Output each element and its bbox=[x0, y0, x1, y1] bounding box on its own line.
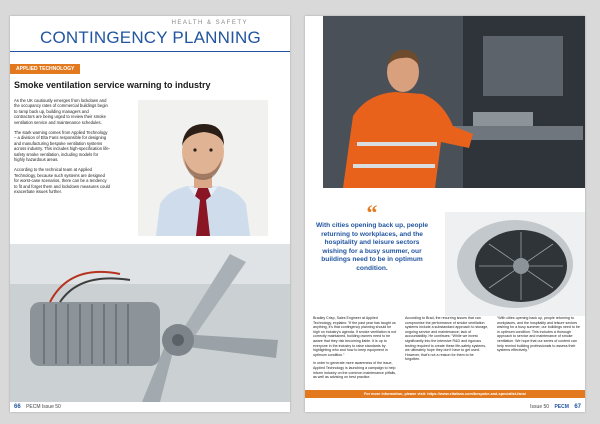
paragraph: According to Brad, the recurring issues that can compromise the performance of smoke ventilation systems include a substandard approach to storage, ongoing service and maintenance; lack of accountability. He continues: “While we invest significantly into the intensive R&D and rigorous testing required to create these life-safety systems, we ultimately hope they don’t have to get used. However, that’s not a reason for them to be forgotten. bbox=[405, 316, 489, 362]
more-info-bar: For more information, please visit: https://www.eltafans.com/bespoke-and-specialist-fans/ bbox=[305, 390, 585, 398]
paragraph: As the UK cautiously emerges from lockdown and the occupancy rates of commercial buildings begin to ramp back up, building managers and contractors are being urged to review their smoke ventilation service and maintenance schedules. bbox=[14, 98, 108, 125]
section-label: HEALTH & SAFETY bbox=[171, 20, 248, 26]
company-tag: APPLIED TECHNOLOGY bbox=[10, 64, 80, 74]
fan-illustration bbox=[10, 244, 290, 402]
page-number: 67 bbox=[574, 404, 581, 410]
page-number: 66 bbox=[14, 404, 21, 410]
title-rule bbox=[10, 51, 290, 52]
body-column-3 bbox=[497, 316, 581, 357]
paragraph: According to the technical team at Applied Technology, because such systems are designed for worst-case scenarios, there can be a tendency to fit and forget them and lockdown measures could exacerbate issues further. bbox=[14, 167, 110, 195]
magazine-brand: PECM bbox=[26, 404, 41, 410]
page-title: CONTINGENCY PLANNING bbox=[40, 28, 261, 47]
issue-number: Issue 50 bbox=[41, 404, 61, 410]
paragraph: The stark warning comes from Applied Technology – a division of Elta Fans responsible for designing and manufacturing bespoke ventilation systems across industry. This includes high-specification life-safety smoke ventilation, including models for highly hazardous areas. bbox=[14, 130, 110, 163]
duct-fan-photo bbox=[445, 212, 585, 316]
duct-fan-illustration bbox=[445, 212, 585, 316]
fan-motor-photo bbox=[10, 244, 290, 402]
magazine-brand: PECM bbox=[554, 404, 569, 410]
article-headline: Smoke ventilation service warning to industry bbox=[14, 80, 211, 90]
left-folio bbox=[14, 404, 61, 410]
engineer-illustration bbox=[323, 16, 585, 188]
body-column-2 bbox=[405, 316, 489, 366]
portrait-illustration bbox=[138, 100, 268, 236]
issue-number: Issue 50 bbox=[530, 404, 550, 410]
quote-mark-icon: “ bbox=[366, 200, 378, 225]
pull-quote bbox=[313, 200, 431, 274]
paragraph: In order to generate more awareness of the issue, Applied Technology is launching a campaign to help inform industry on the common maintenance pitfalls, as well as advising on best practice. bbox=[313, 361, 397, 380]
paragraph: Bradley Crisp, Sales Engineer at Applied Technology, explains: “If the past year has taught us anything, it’s that contingency planning should be high on industry’s agenda. If smoke ventilation is not correctly maintained, building owners need to be aware that they risk becoming liable. It is up to everyone in the industry to raise standards by highlighting who and how to keep equipment in optimum condition.” bbox=[313, 316, 397, 357]
body-column-1 bbox=[313, 316, 397, 384]
left-page bbox=[10, 16, 290, 412]
right-folio bbox=[530, 404, 581, 410]
paragraph: “With cities opening back up, people returning to workplaces, and the hospitality and leisure sectors wishing for a busy summer, our buildings need to be in optimum condition. This includes a thorough approach to service and maintenance of smoke ventilation. We hope that our series of content can help remind building professionals to assess their systems effectively.” bbox=[497, 316, 580, 353]
intro-column bbox=[14, 98, 110, 200]
engineer-photo bbox=[323, 16, 585, 188]
portrait-photo bbox=[138, 100, 268, 236]
right-page bbox=[305, 16, 585, 412]
pull-quote-text: With cities opening back up, people returning to workplaces, and the hospitality and leisure sectors wishing for a busy summer, our buildings need to be in optimum condition. bbox=[315, 222, 429, 272]
